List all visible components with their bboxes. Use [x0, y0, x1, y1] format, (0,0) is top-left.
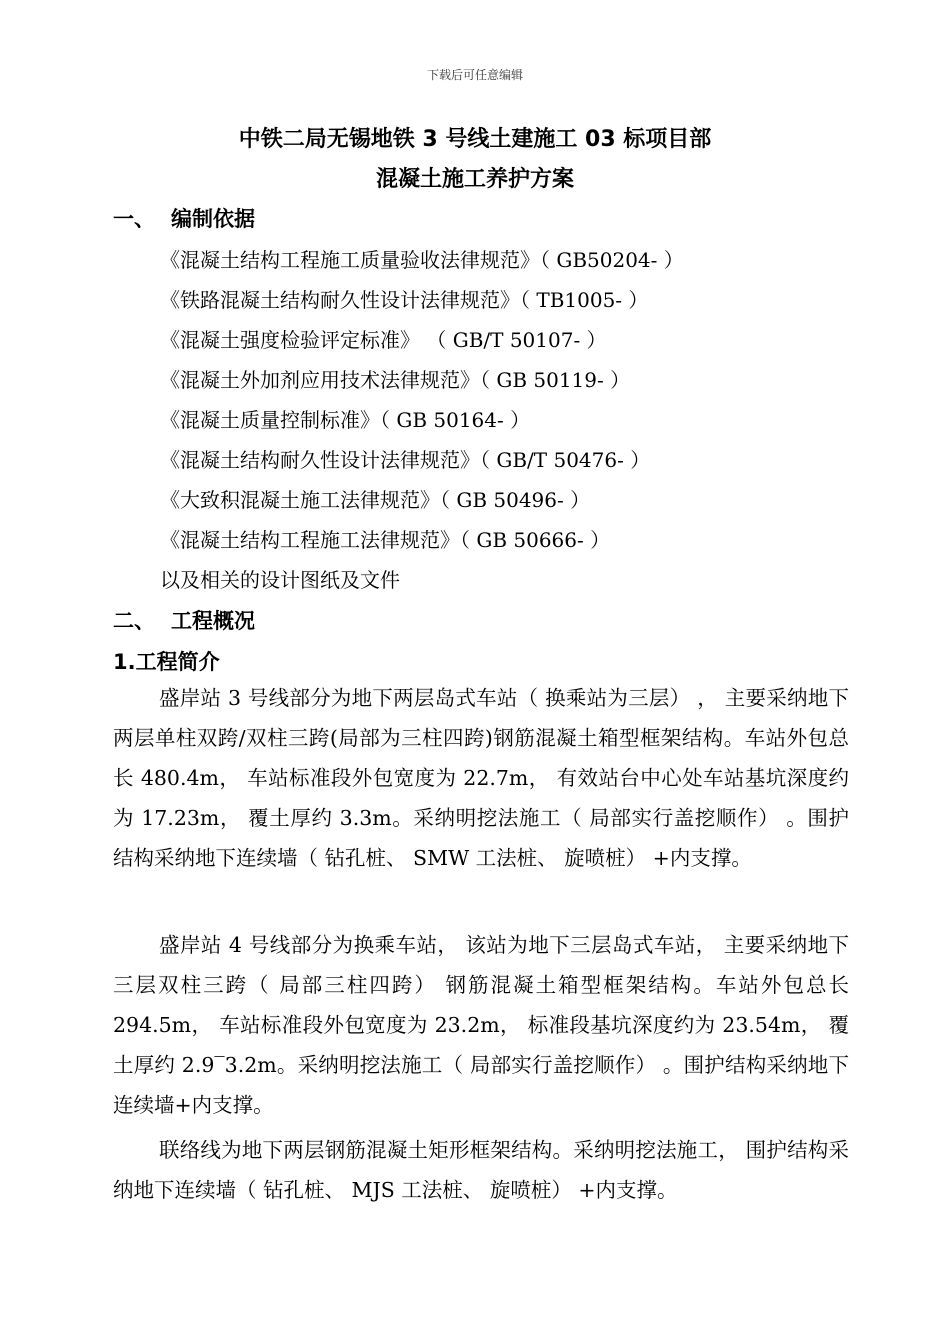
section-2-number: 二、: [113, 609, 155, 633]
reference-item: 《混凝土外加剂应用技术法律规范》（ GB 50119- ）: [160, 368, 631, 392]
section-1-title: 编制依据: [171, 207, 255, 231]
section-1-heading: [113, 203, 255, 233]
document-title: 中铁二局无锡地铁 3 号线土建施工 03 标项目部: [238, 127, 712, 152]
reference-item: 《混凝土强度检验评定标准》 （ GB/T 50107- ）: [160, 328, 607, 352]
reference-closing: 以及相关的设计图纸及文件: [160, 568, 400, 592]
reference-item: 《混凝土结构工程施工法律规范》（ GB 50666- ）: [160, 528, 611, 552]
header-note: 下载后可任意编辑: [426, 68, 523, 82]
body-paragraph: 联络线为地下两层钢筋混凝土矩形框架结构。采纳明挖法施工， 围护结构采纳地下连续墙（ 钻孔桩、 MJS 工法桩、 旋喷桩） +内支撑。: [113, 1138, 849, 1202]
reference-item: 《大致积混凝土施工法律规范》（ GB 50496- ）: [160, 488, 591, 512]
section-2-heading: [113, 605, 255, 635]
reference-item: 《混凝土结构耐久性设计法律规范》（ GB/T 50476- ）: [160, 448, 651, 472]
body-paragraph: 盛岸站 3 号线部分为地下两层岛式车站（ 换乘站为三层） ， 主要采纳地下两层单柱双跨/双柱三跨(局部为三柱四跨)钢筋混凝土箱型框架结构。车站外包总长 480.4m， 车站标准段外包宽度为 22.7m， 有效站台中心处车站基坑深度约为 17.23m， 覆土厚约 3.3m。采纳明挖法施工（ 局部实行盖挖顺作） 。围护结构采纳地下连续墙（ 钻孔桩、 SMW 工法桩、 旋喷桩） +内支撑。: [113, 686, 849, 870]
reference-item: 《铁路混凝土结构耐久性设计法律规范》（ TB1005- ）: [160, 288, 649, 312]
document-subtitle: 混凝土施工养护方案: [375, 167, 574, 192]
subsection-heading: 1.工程简介: [113, 650, 220, 674]
section-1-number: 一、: [113, 207, 155, 231]
reference-item: 《混凝土质量控制标准》（ GB 50164- ）: [160, 408, 531, 432]
reference-item: 《混凝土结构工程施工质量验收法律规范》（ GB50204- ）: [160, 248, 684, 272]
section-2-title: 工程概况: [171, 609, 255, 633]
body-paragraph: 盛岸站 4 号线部分为换乘车站， 该站为地下三层岛式车站， 主要采纳地下三层双柱三跨（ 局部三柱四跨） 钢筋混凝土箱型框架结构。车站外包总长 294.5m， 车站标准段外包宽度为 23.2m， 标准段基坑深度约为 23.54m， 覆土厚约 2.9‾3.2m。采纳明挖法施工（ 局部实行盖挖顺作） 。围护结构采纳地下连续墙+内支撑。: [113, 933, 849, 1117]
